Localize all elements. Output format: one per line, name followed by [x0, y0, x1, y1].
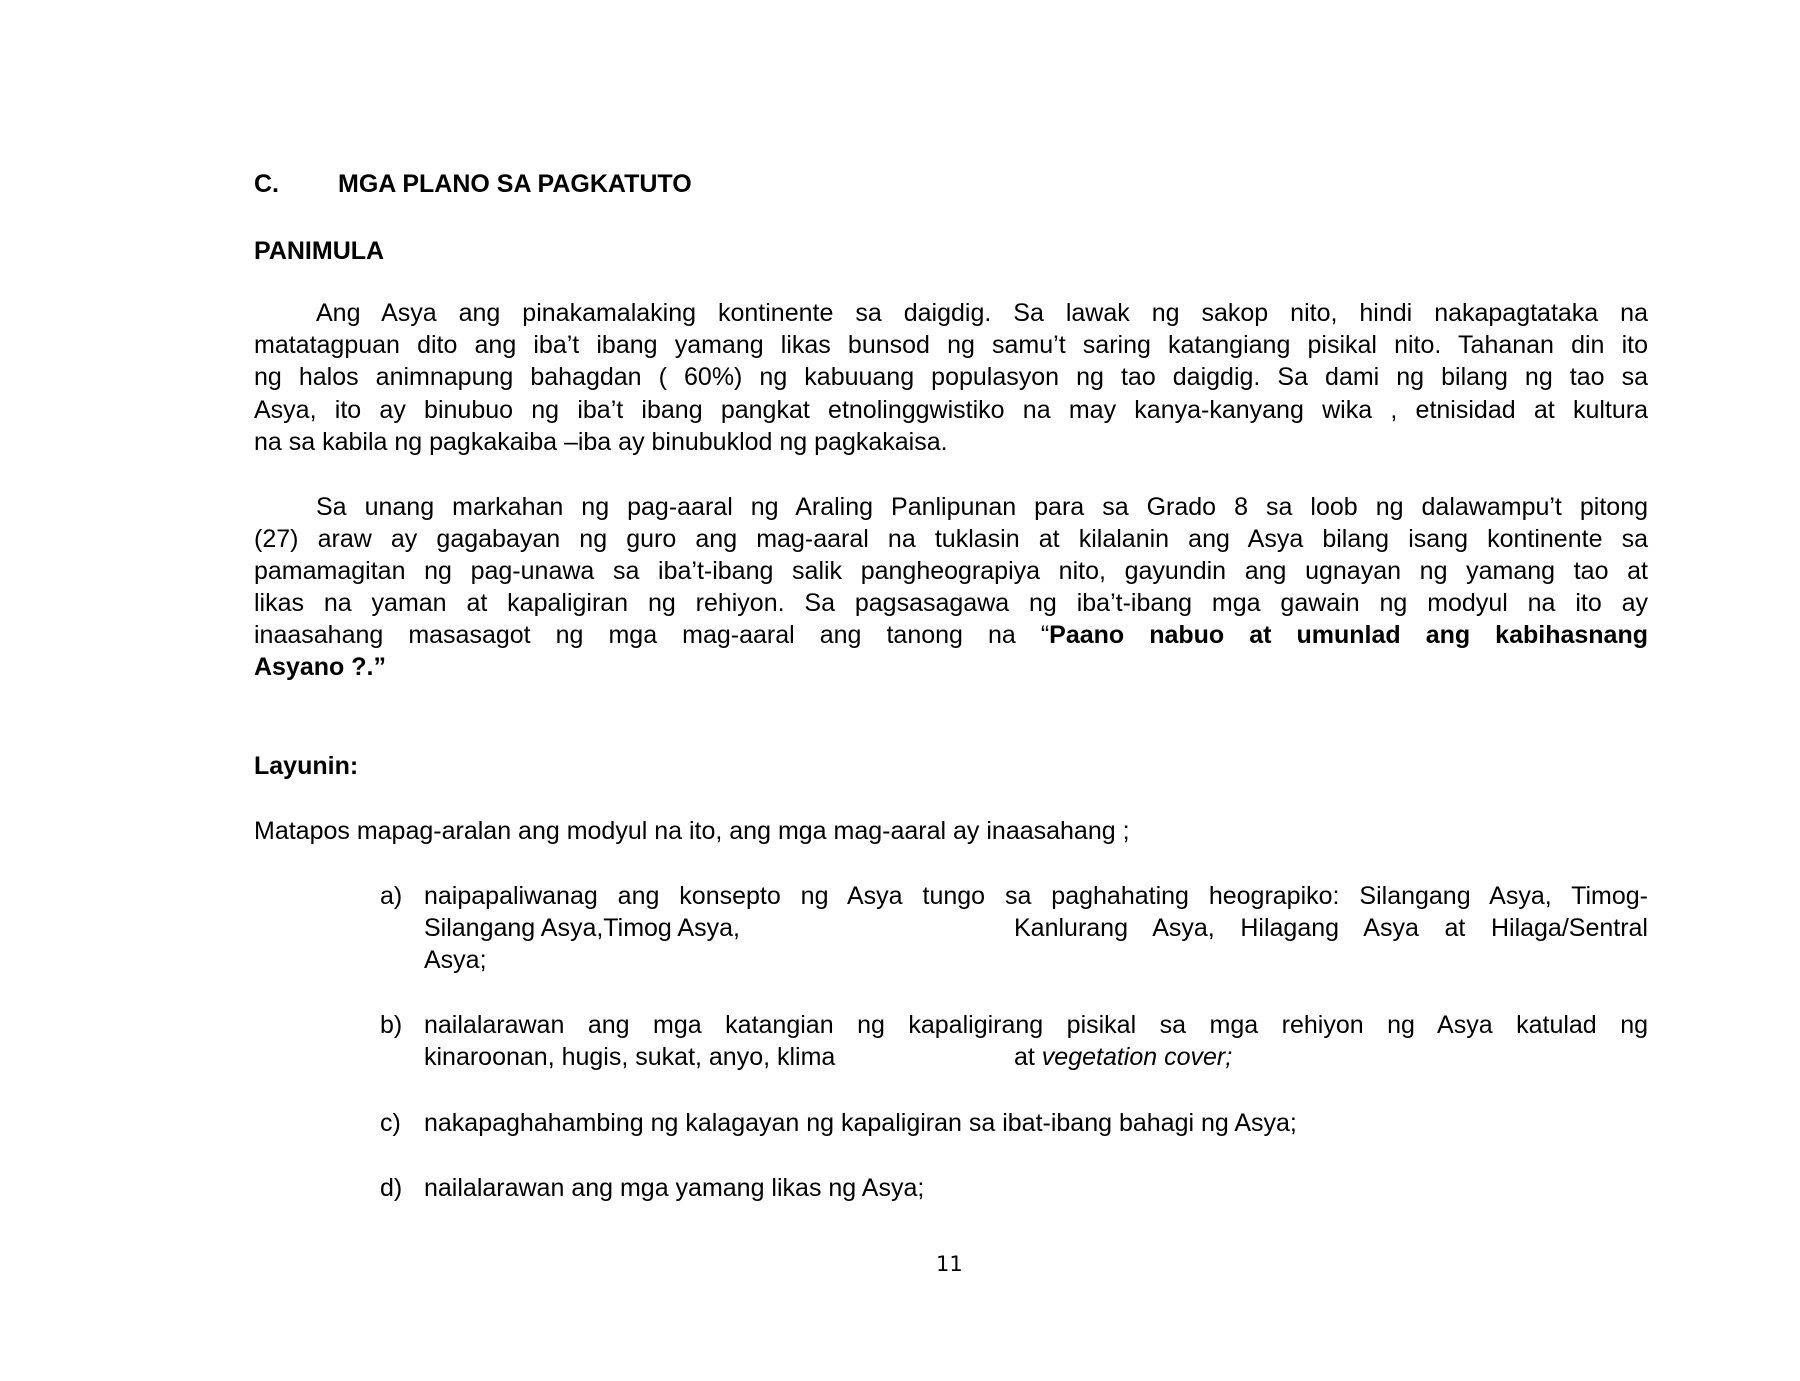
section-letter: C. — [254, 170, 279, 198]
list-marker: b) — [380, 1011, 403, 1039]
page-number: 11 — [936, 1252, 963, 1276]
text-line: Asya, ito ay binubuo ng iba’t ibang pangkat etnolinggwistiko na may kanya-kanyang wika , etnisidad at kultura — [254, 396, 1648, 424]
key-question-end: Asyano ?.” — [254, 653, 386, 681]
text-line: nailalarawan ang mga yamang likas ng Asya; — [424, 1174, 925, 1202]
text-line: naipapaliwanag ang konsepto ng Asya tungo sa paghahating heograpiko: Silangang Asya, Timog- — [424, 882, 1648, 910]
text-line: Silangang Asya,Timog Asya, — [424, 914, 740, 942]
text-line: Kanlurang Asya, Hilagang Asya at Hilaga/Sentral — [1014, 914, 1648, 942]
text-line: ng halos animnapung bahagdan ( 60%) ng kabuuang populasyon ng tao daigdig. Sa dami ng bilang ng tao sa — [254, 363, 1648, 391]
text-plain: at — [1014, 1043, 1042, 1071]
text-line: kinaroonan, hugis, sukat, anyo, klima — [424, 1043, 836, 1071]
intro-heading: PANIMULA — [254, 237, 385, 265]
text-line: Ang Asya ang pinakamalaking kontinente sa daigdig. Sa lawak ng sakop nito, hindi nakapagtataka na — [316, 299, 1648, 327]
text-line: nailalarawan ang mga katangian ng kapaligirang pisikal sa mga rehiyon ng Asya katulad ng — [424, 1011, 1648, 1039]
text-line: Asya; — [424, 946, 487, 974]
list-marker: d) — [380, 1174, 403, 1202]
key-question: Paano nabuo at umunlad ang kabihasnang — [1049, 621, 1648, 649]
text-line: (27) araw ay gagabayan ng guro ang mag-aaral na tuklasin at kilalanin ang Asya bilang isang kontinente sa — [254, 525, 1648, 553]
text-plain: inaasahang masasagot ng mga mag-aaral ang tanong na “ — [254, 621, 1050, 649]
objectives-lead: Matapos mapag-aralan ang modyul na ito, ang mga mag-aaral ay inaasahang ; — [254, 817, 1130, 845]
text-line — [1014, 1041, 1648, 1073]
section-title: MGA PLANO SA PAGKATUTO — [338, 170, 692, 198]
text-line: nakapaghahambing ng kalagayan ng kapaligiran sa ibat-ibang bahagi ng Asya; — [424, 1109, 1297, 1137]
text-italic: vegetation cover; — [1041, 1043, 1233, 1071]
text-line: pamamagitan ng pag-unawa sa iba’t-ibang salik pangheograpiya nito, gayundin ang ugnayan ng yamang tao at — [254, 557, 1648, 585]
text-line: Sa unang markahan ng pag-aaral ng Araling Panlipunan para sa Grado 8 sa loob ng dalawampu’t pitong — [316, 493, 1648, 521]
text-line — [254, 619, 1648, 651]
list-marker: a) — [380, 882, 403, 910]
text-line: na sa kabila ng pagkakaiba –iba ay binubuklod ng pagkakaisa. — [254, 428, 948, 456]
text-line: matatagpuan dito ang iba’t ibang yamang likas bunsod ng samu’t saring katangiang pisikal nito. Tahanan din ito — [254, 331, 1648, 359]
list-marker: c) — [380, 1109, 401, 1137]
text-line: likas na yaman at kapaligiran ng rehiyon. Sa pagsasagawa ng iba’t-ibang mga gawain ng modyul na ito ay — [254, 589, 1648, 617]
objectives-heading: Layunin: — [254, 752, 359, 780]
